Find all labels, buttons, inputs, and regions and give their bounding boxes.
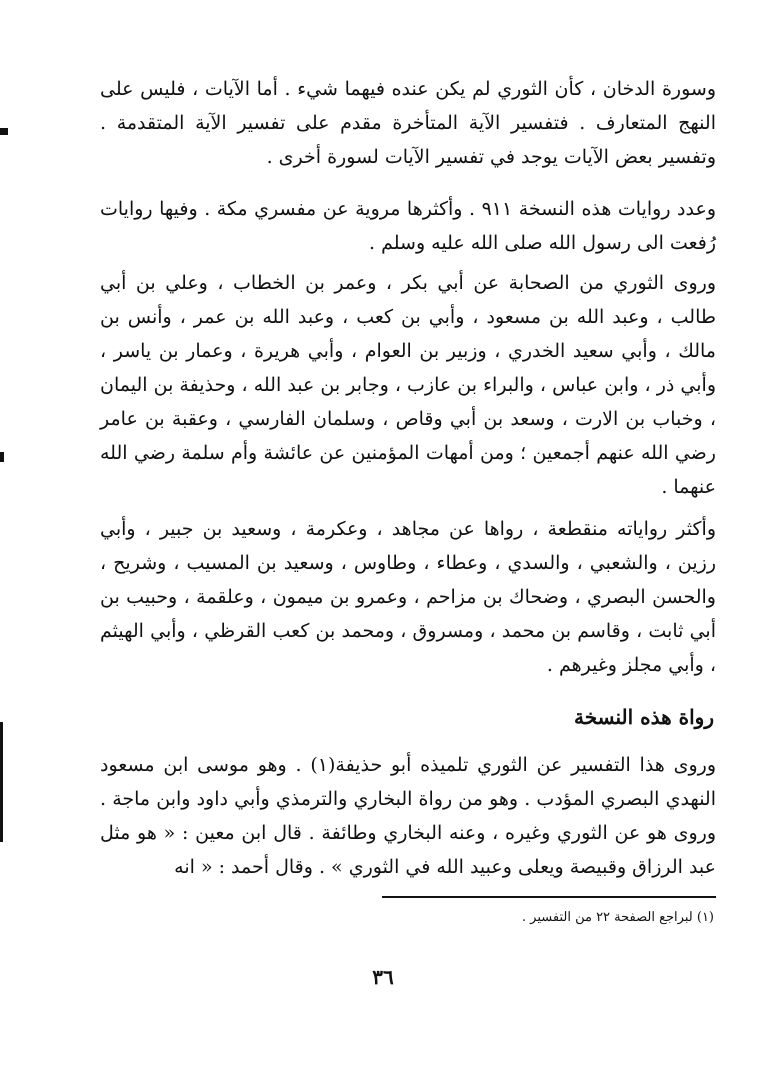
scan-edge-mark — [0, 722, 3, 842]
paragraph-narrators: وروى هذا التفسير عن الثوري تلميذه أبو حذيفة(١) . وهو موسى ابن مسعود النهدي البصري المؤدب . وهو من رواة البخاري والترمذي وأبي داود وابن ماجة . وروى هو عن الثوري وغيره ، وعنه البخاري وطائفة . قال ابن معين : « هو مثل عبد الرزاق وقبيصة ويعلى وعبيد الله في الثوري » . وقال أحمد : « انه — [100, 754, 717, 878]
footnote-divider — [382, 896, 716, 898]
scan-edge-mark — [0, 128, 8, 135]
section-heading: رواة هذه النسخة — [574, 705, 714, 729]
paragraph-followers: وأكثر رواياته منقطعة ، رواها عن مجاهد ، وعكرمة ، وسعيد بن جبير ، وأبي رزين ، والشعبي ، والسدي ، وعطاء ، وطاوس ، وسعيد بن المسيب ، وشريح ، والحسن البصري ، وضحاك بن مزاحم ، وعمرو بن ميمون ، وعلقمة ، وحبيب بن أبي ثابت ، وقاسم بن محمد ، ومسروق ، ومحمد بن كعب القرظي ، وأبي الهيثم ، وأبي مجلز وغيرهم . — [100, 518, 716, 676]
paragraph-companions: وروى الثوري من الصحابة عن أبي بكر ، وعمر بن الخطاب ، وعلي بن أبي طالب ، وعبد الله بن مسعود ، وأبي بن كعب ، وعبد الله بن عمر ، وأنس بن مالك ، وأبي سعيد الخدري ، وزبير بن العوام ، وأبي هريرة ، وعمار بن ياسر ، وأبي ذر ، وابن عباس ، والبراء بن عازب ، وجابر بن عبد الله ، وحذيفة بن اليمان ، وخباب بن الارت ، وسعد بن أبي وقاص ، وسلمان الفارسي ، وعقبة بن عامر رضي الله عنهم أجمعين ؛ ومن أمهات المؤمنين عن عائشة وأم سلمة رضي الله عنهما . — [100, 272, 716, 498]
footnote: (١) لبراجع الصفحة ٢٢ من التفسير . — [521, 910, 714, 925]
paragraph-narration-count: وعدد روايات هذه النسخة ٩١١ . وأكثرها مروية عن مفسري مكة . وفيها روايات رُفعت الى رسول الله صلى الله عليه وسلم . — [100, 198, 716, 254]
paragraph-surah-order: وسورة الدخان ، كأن الثوري لم يكن عنده فيهما شيء . أما الآيات ، فليس على النهج المتعارف . فتفسير الآية المتأخرة مقدم على تفسير الآية المتقدمة . وتفسير بعض الآيات يوجد في تفسير الآيات لسورة أخرى . — [100, 78, 716, 168]
scan-edge-mark — [0, 452, 4, 462]
page-number: ٣٦ — [372, 965, 394, 989]
